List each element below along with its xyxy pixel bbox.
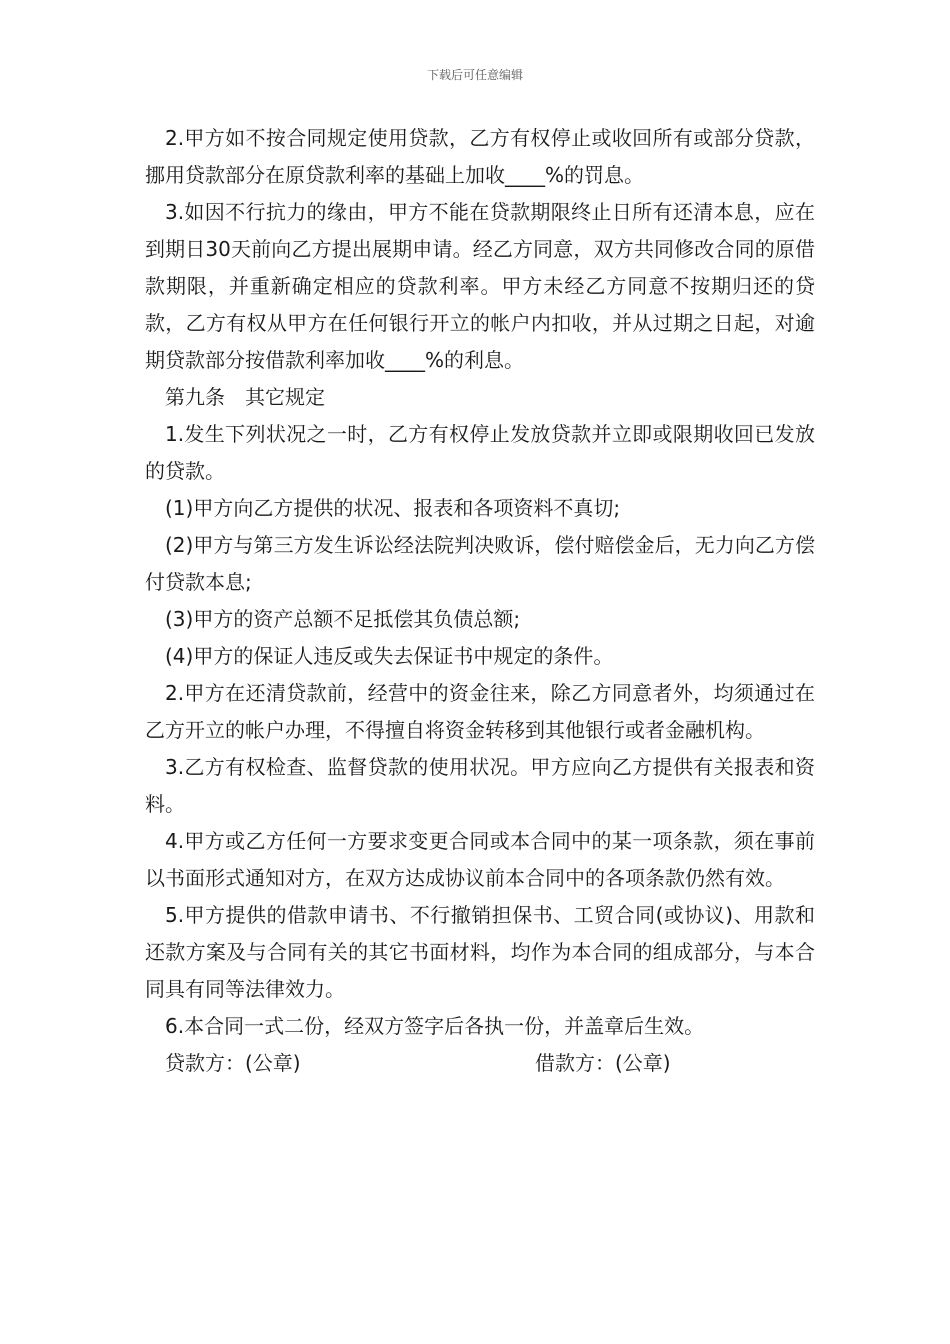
list-item: 3.乙方有权检查、监督贷款的使用状况。甲方应向乙方提供有关报表和资料。 [145,755,815,816]
list-item: (3)甲方的资产总额不足抵偿其负债总额; [165,607,521,631]
paragraph-text: 3.如因不行抗力的缘由，甲方不能在贷款期限终止日所有还清本息，应在到期日30天前向乙方提出展期申请。经乙方同意，双方共同修改合同的原借款期限，并重新确定相应的贷款利率。甲方未经乙方同意不按期归还的贷款，乙方有权从甲方在任何银行开立的帐户内扣收，并从过期之日起，对逾期贷款部分按借款利率加收____%的利息。 [145,200,815,372]
list-item: 2.甲方在还清贷款前，经营中的资金往来，除乙方同意者外，均须通过在乙方开立的帐户办理，不得擅自将资金转移到其他银行或者金融机构。 [145,681,815,742]
borrower-signature: 借款方：(公章) [535,1051,671,1075]
paragraph-text: 2.甲方如不按合同规定使用贷款，乙方有权停止或收回所有或部分贷款，挪用贷款部分在原贷款利率的基础上加收____%的罚息。 [145,126,815,187]
list-item: 1.发生下列状况之一时，乙方有权停止发放贷款并立即或限期收回已发放的贷款。 [145,422,815,483]
paragraph-penalty [145,120,815,194]
list-item: (2)甲方与第三方发生诉讼经法院判决败诉，偿付赔偿金后，无力向乙方偿付贷款本息; [145,533,815,594]
list-item: (4)甲方的保证人违反或失去保证书中规定的条件。 [165,644,614,668]
lender-signature: 贷款方：(公章) [165,1051,301,1075]
section-heading: 第九条 其它规定 [165,385,325,409]
list-item: 5.甲方提供的借款申请书、不行撤销担保书、工贸合同(或协议)、用款和还款方案及与合同有关的其它书面材料，均作为本合同的组成部分，与本合同具有同等法律效力。 [145,903,815,1001]
document-body [145,120,815,1082]
list-item: 6.本合同一式二份，经双方签字后各执一份，并盖章后生效。 [165,1014,705,1038]
page-header-note: 下载后可任意编辑 [426,68,523,82]
signature-line [145,1045,815,1082]
list-item: (1)甲方向乙方提供的状况、报表和各项资料不真切; [165,496,621,520]
paragraph-force-majeure [145,194,815,379]
list-item: 4.甲方或乙方任何一方要求变更合同或本合同中的某一项条款，须在事前以书面形式通知对方，在双方达成协议前本合同中的各项条款仍然有效。 [145,829,815,890]
